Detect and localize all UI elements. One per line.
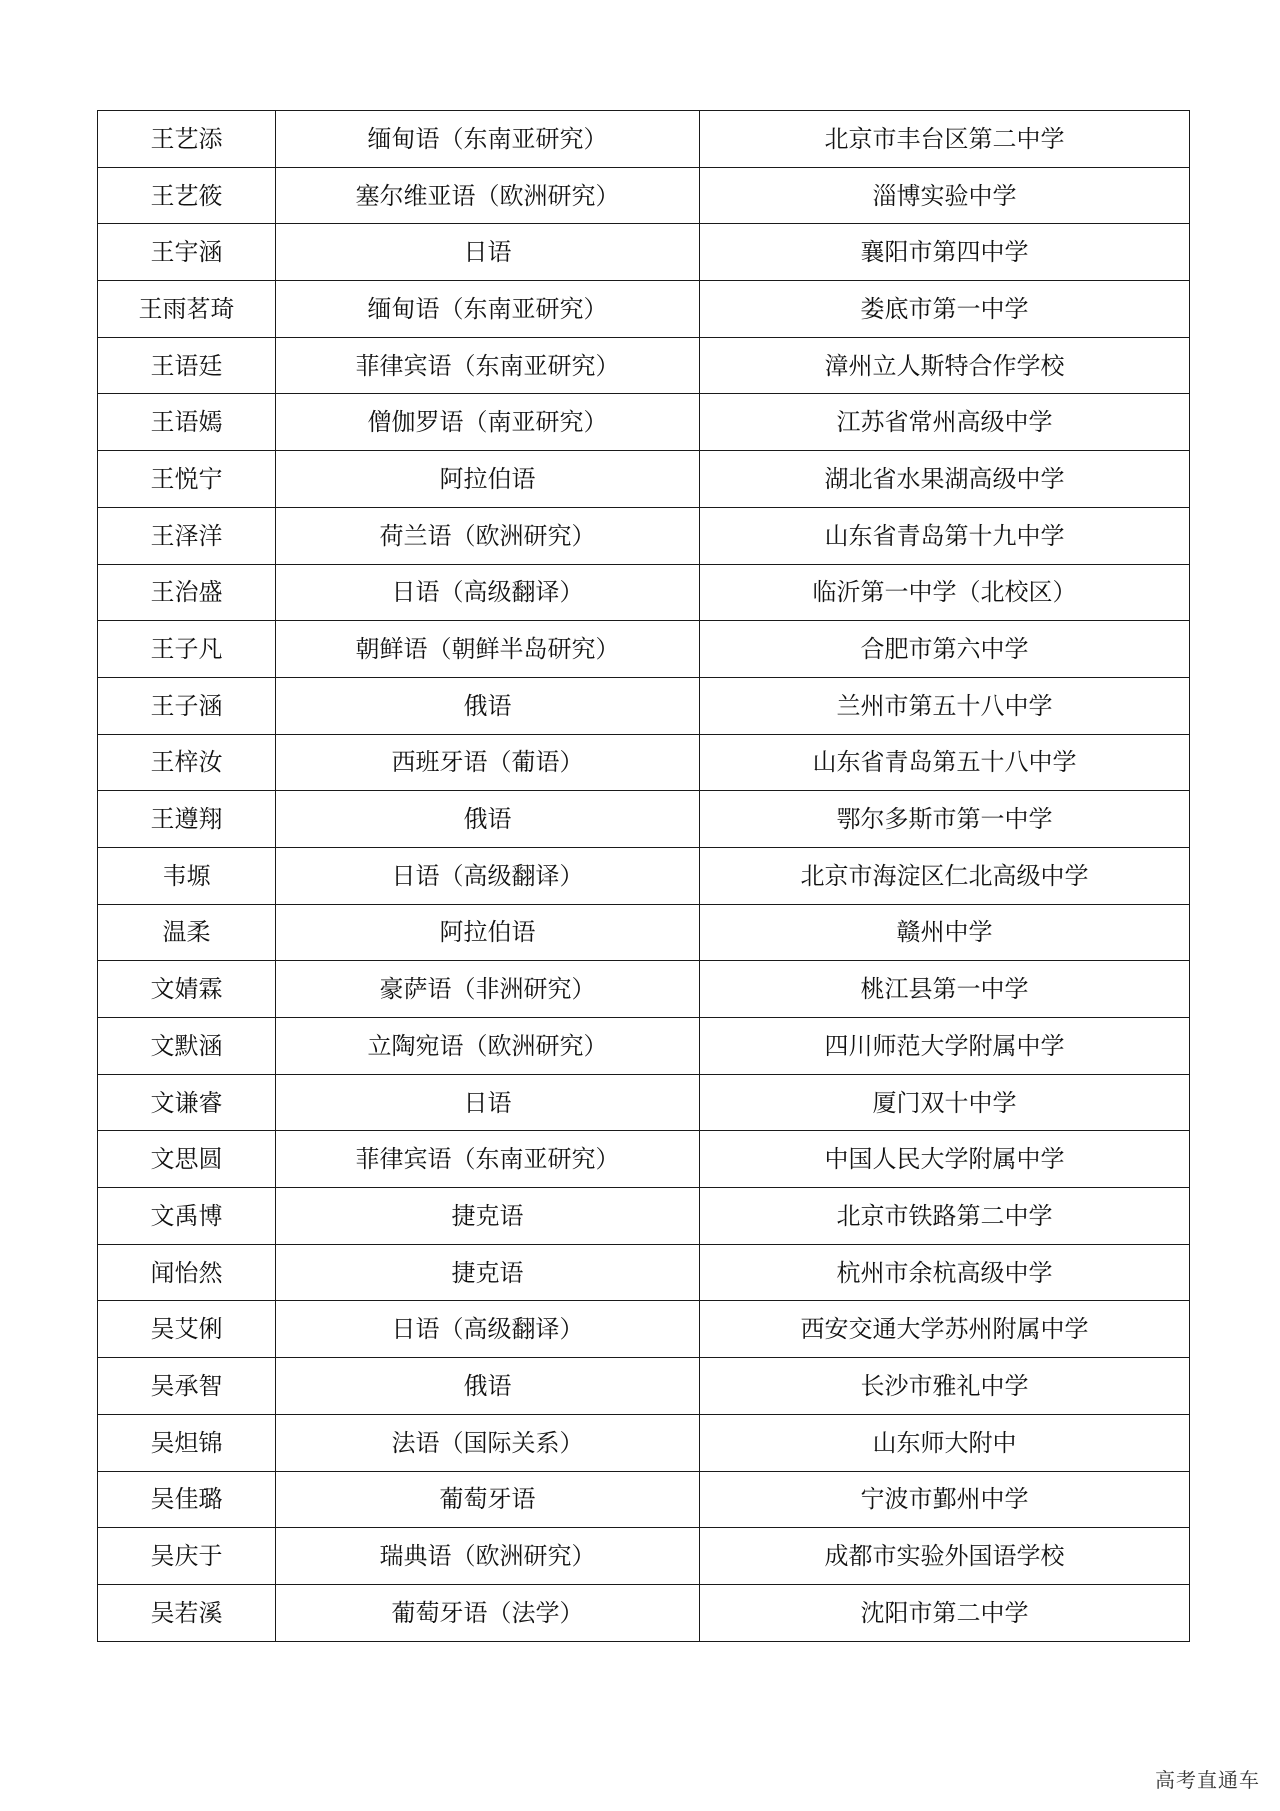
school-cell: 鄂尔多斯市第一中学 [700,791,1190,848]
school-cell: 长沙市雅礼中学 [700,1358,1190,1415]
student-name-cell: 吴佳璐 [98,1471,276,1528]
table-row [98,677,1190,734]
school-cell: 北京市海淀区仁北高级中学 [700,847,1190,904]
major-cell: 缅甸语（东南亚研究） [276,281,700,338]
table-row [98,1528,1190,1585]
student-name-cell: 韦塬 [98,847,276,904]
major-cell: 缅甸语（东南亚研究） [276,111,700,168]
major-cell: 日语 [276,1074,700,1131]
table-row [98,1301,1190,1358]
major-cell: 荷兰语（欧洲研究） [276,507,700,564]
school-cell: 赣州中学 [700,904,1190,961]
watermark-text: 高考直通车 [1155,1768,1260,1792]
student-name-cell: 王语嫣 [98,394,276,451]
table-row [98,167,1190,224]
student-name-cell: 王艺筱 [98,167,276,224]
major-cell: 豪萨语（非洲研究） [276,961,700,1018]
school-cell: 山东省青岛第五十八中学 [700,734,1190,791]
table-row [98,394,1190,451]
major-cell: 菲律宾语（东南亚研究） [276,1131,700,1188]
major-cell: 西班牙语（葡语） [276,734,700,791]
table-row [98,1131,1190,1188]
student-name-cell: 闻怡然 [98,1244,276,1301]
table-row [98,847,1190,904]
roster-body [98,111,1190,1642]
table-row [98,1584,1190,1641]
student-name-cell: 王语廷 [98,337,276,394]
student-name-cell: 吴炟锦 [98,1414,276,1471]
student-name-cell: 王雨茗琦 [98,281,276,338]
school-cell: 山东省青岛第十九中学 [700,507,1190,564]
table-row [98,111,1190,168]
school-cell: 北京市铁路第二中学 [700,1188,1190,1245]
student-name-cell: 王泽洋 [98,507,276,564]
major-cell: 捷克语 [276,1244,700,1301]
school-cell: 成都市实验外国语学校 [700,1528,1190,1585]
school-cell: 中国人民大学附属中学 [700,1131,1190,1188]
table-row [98,337,1190,394]
school-cell: 沈阳市第二中学 [700,1584,1190,1641]
table-row [98,1414,1190,1471]
major-cell: 俄语 [276,677,700,734]
major-cell: 立陶宛语（欧洲研究） [276,1018,700,1075]
student-name-cell: 王治盛 [98,564,276,621]
table-row [98,734,1190,791]
student-name-cell: 王遵翔 [98,791,276,848]
major-cell: 阿拉伯语 [276,451,700,508]
student-name-cell: 吴若溪 [98,1584,276,1641]
major-cell: 日语（高级翻译） [276,847,700,904]
table-row [98,507,1190,564]
school-cell: 湖北省水果湖高级中学 [700,451,1190,508]
student-name-cell: 王梓汝 [98,734,276,791]
major-cell: 葡萄牙语（法学） [276,1584,700,1641]
major-cell: 菲律宾语（东南亚研究） [276,337,700,394]
table-row [98,621,1190,678]
school-cell: 厦门双十中学 [700,1074,1190,1131]
major-cell: 日语 [276,224,700,281]
school-cell: 四川师范大学附属中学 [700,1018,1190,1075]
school-cell: 淄博实验中学 [700,167,1190,224]
major-cell: 俄语 [276,791,700,848]
table-row [98,1358,1190,1415]
school-cell: 江苏省常州高级中学 [700,394,1190,451]
student-name-cell: 王悦宁 [98,451,276,508]
student-name-cell: 王子凡 [98,621,276,678]
table-row [98,1074,1190,1131]
major-cell: 捷克语 [276,1188,700,1245]
table-row [98,791,1190,848]
school-cell: 杭州市余杭高级中学 [700,1244,1190,1301]
major-cell: 法语（国际关系） [276,1414,700,1471]
major-cell: 阿拉伯语 [276,904,700,961]
student-name-cell: 文禹博 [98,1188,276,1245]
student-name-cell: 吴艾俐 [98,1301,276,1358]
student-name-cell: 王宇涵 [98,224,276,281]
table-row [98,281,1190,338]
major-cell: 俄语 [276,1358,700,1415]
table-row [98,1471,1190,1528]
major-cell: 塞尔维亚语（欧洲研究） [276,167,700,224]
school-cell: 娄底市第一中学 [700,281,1190,338]
school-cell: 西安交通大学苏州附属中学 [700,1301,1190,1358]
school-cell: 襄阳市第四中学 [700,224,1190,281]
table-row [98,904,1190,961]
major-cell: 瑞典语（欧洲研究） [276,1528,700,1585]
major-cell: 朝鲜语（朝鲜半岛研究） [276,621,700,678]
school-cell: 合肥市第六中学 [700,621,1190,678]
school-cell: 宁波市鄞州中学 [700,1471,1190,1528]
school-cell: 兰州市第五十八中学 [700,677,1190,734]
student-name-cell: 王艺添 [98,111,276,168]
school-cell: 临沂第一中学（北校区） [700,564,1190,621]
student-name-cell: 吴承智 [98,1358,276,1415]
student-name-cell: 文思圆 [98,1131,276,1188]
table-row [98,224,1190,281]
table-row [98,961,1190,1018]
student-name-cell: 王子涵 [98,677,276,734]
table-row [98,1018,1190,1075]
table-row [98,451,1190,508]
major-cell: 日语（高级翻译） [276,1301,700,1358]
major-cell: 日语（高级翻译） [276,564,700,621]
school-cell: 山东师大附中 [700,1414,1190,1471]
student-name-cell: 温柔 [98,904,276,961]
major-cell: 僧伽罗语（南亚研究） [276,394,700,451]
student-name-cell: 文默涵 [98,1018,276,1075]
student-name-cell: 吴庆于 [98,1528,276,1585]
school-cell: 漳州立人斯特合作学校 [700,337,1190,394]
admission-roster-table [97,110,1190,1642]
school-cell: 桃江县第一中学 [700,961,1190,1018]
student-name-cell: 文谦睿 [98,1074,276,1131]
student-name-cell: 文婧霖 [98,961,276,1018]
table-row [98,564,1190,621]
major-cell: 葡萄牙语 [276,1471,700,1528]
table-row [98,1244,1190,1301]
table-row [98,1188,1190,1245]
school-cell: 北京市丰台区第二中学 [700,111,1190,168]
